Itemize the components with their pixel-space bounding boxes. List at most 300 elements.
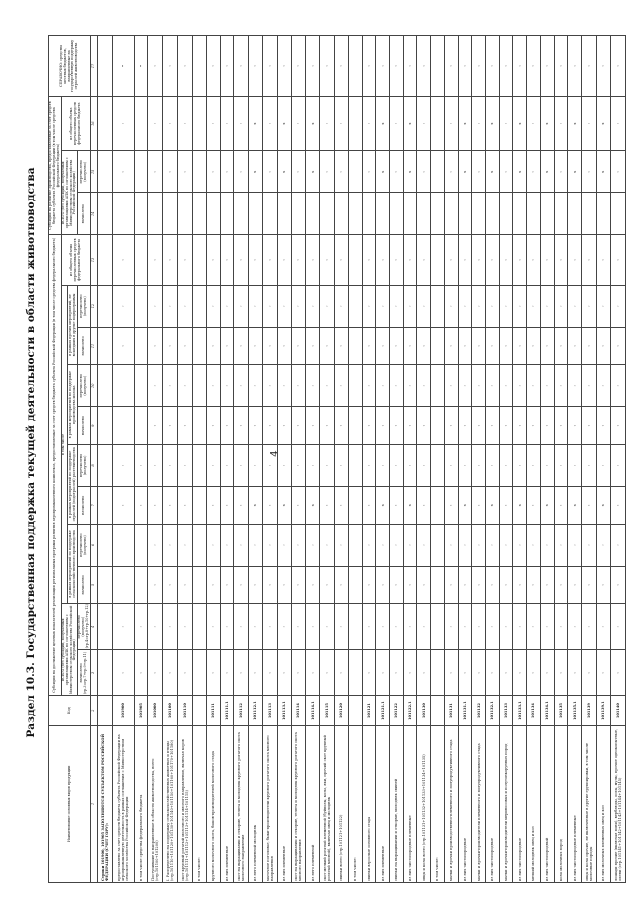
row-cell: ‹ xyxy=(417,650,431,696)
row-cell: ‹ xyxy=(376,407,390,445)
row-cell: ‹ xyxy=(220,566,234,604)
row-cell: › xyxy=(527,365,541,407)
row-code: 101121.1 xyxy=(376,696,390,725)
row-cell: › xyxy=(376,285,390,327)
row-cell: x xyxy=(376,151,390,193)
row-cell: x xyxy=(249,151,263,193)
row-cell xyxy=(98,524,113,566)
row-cell xyxy=(193,193,207,235)
table-row xyxy=(403,36,417,883)
row-cell xyxy=(112,566,134,604)
row-cell: • xyxy=(112,36,134,97)
row-cell xyxy=(554,193,568,235)
row-cell xyxy=(431,566,445,604)
row-cell: ‹ xyxy=(403,650,417,696)
support-table xyxy=(48,35,626,883)
row-cell: › xyxy=(362,365,376,407)
row-cell: › xyxy=(220,96,234,151)
row-name: в том числе: xyxy=(348,725,362,882)
row-cell: › xyxy=(178,365,193,407)
row-cell xyxy=(513,193,527,235)
table-row xyxy=(472,36,486,883)
row-code: 101131.1 xyxy=(458,696,472,725)
row-code: 101111.1 xyxy=(220,696,234,725)
header-total: ВСЕГО (без субсидий, получаемых организациями АПК по соглашениям с Министерством сельского хозяйства Российской Федерации) xyxy=(60,605,77,695)
row-cell: ‹ xyxy=(148,650,163,696)
row-cell: › xyxy=(513,604,527,650)
row-name: предоставлено за счет средств бюджета субъекта Российской Федерации на агропромышленную деятельность в рамках соглашения с Министерством сельского хозяйства Российской Федерации xyxy=(112,725,134,882)
row-cell: • xyxy=(134,36,148,97)
row-cell: ‹ xyxy=(389,36,403,97)
row-cell: › xyxy=(499,96,513,151)
row-cell: › xyxy=(417,444,431,486)
row-cell: ‹ xyxy=(277,235,291,285)
row-name: матки и ярочки производственно-племенного и полупродуктивного стада xyxy=(444,725,458,882)
row-cell: › xyxy=(444,444,458,486)
row-code: 101112.1 xyxy=(249,696,263,725)
row-cell: › xyxy=(249,444,263,486)
row-cell: › xyxy=(220,444,234,486)
row-cell xyxy=(220,193,234,235)
row-cell: ‹ xyxy=(362,327,376,365)
row-cell: › xyxy=(234,524,249,566)
row-name: крупного молочного скота, быков-производителей молочного стада xyxy=(206,725,220,882)
row-code: 101135.1 xyxy=(568,696,582,725)
table-row xyxy=(596,36,610,883)
row-code: 101900 xyxy=(112,696,134,725)
table-row xyxy=(568,36,582,883)
row-cell: › xyxy=(403,285,417,327)
row-code: 101905 xyxy=(134,696,148,725)
row-cell: › xyxy=(148,444,163,486)
row-cell: ‹ xyxy=(306,650,320,696)
row-cell: ‹ xyxy=(178,407,193,445)
row-cell: › xyxy=(335,365,349,407)
row-cell xyxy=(431,444,445,486)
row-cell: ‹ xyxy=(335,566,349,604)
row-cell: › xyxy=(362,96,376,151)
row-cell: ‹ xyxy=(163,486,178,524)
row-cell: ‹ xyxy=(362,235,376,285)
row-cell: ‹ xyxy=(610,650,625,696)
row-cell: ‹ xyxy=(444,486,458,524)
row-cell: ‹ xyxy=(320,650,335,696)
row-cell: › xyxy=(262,285,277,327)
row-cell: ‹ xyxy=(234,566,249,604)
row-cell xyxy=(206,193,220,235)
row-cell: ‹ xyxy=(540,327,554,365)
table-row xyxy=(220,36,234,883)
row-cell: ‹ xyxy=(513,327,527,365)
row-cell: ‹ xyxy=(417,36,431,97)
row-cell: › xyxy=(444,524,458,566)
header-received: перечислено (получено) xyxy=(78,151,91,193)
column-index-11: 11 xyxy=(91,327,98,365)
row-cell: › xyxy=(234,444,249,486)
table-row xyxy=(335,36,349,883)
row-code: 101115 xyxy=(320,696,335,725)
row-cell: › xyxy=(148,524,163,566)
row-cell: › xyxy=(306,524,320,566)
row-cell: › xyxy=(206,285,220,327)
row-cell: › xyxy=(485,365,499,407)
row-cell: ‹ xyxy=(234,486,249,524)
row-cell: › xyxy=(444,365,458,407)
row-code xyxy=(431,696,445,725)
row-cell: ‹ xyxy=(249,235,263,285)
row-cell: x xyxy=(249,486,263,524)
row-cell xyxy=(431,36,445,97)
row-cell: › xyxy=(582,96,597,151)
row-cell: › xyxy=(291,604,306,650)
row-cell: ‹ xyxy=(249,407,263,445)
row-cell xyxy=(320,193,335,235)
row-cell: › xyxy=(306,444,320,486)
row-cell: ‹ xyxy=(320,327,335,365)
row-cell: x xyxy=(306,151,320,193)
row-cell: ‹ xyxy=(335,235,349,285)
row-cell: › xyxy=(220,365,234,407)
row-cell: › xyxy=(320,285,335,327)
row-cell: ‹ xyxy=(540,566,554,604)
row-cell: › xyxy=(178,96,193,151)
row-cell xyxy=(112,524,134,566)
row-cell: › xyxy=(513,444,527,486)
row-cell: › xyxy=(485,444,499,486)
column-index-16: 16 xyxy=(91,96,98,151)
row-cell: x xyxy=(403,151,417,193)
row-name: Строки 101900, 101905 ЗАПОЛНЯЮТСЯ СУБЪЕКТОМ РОССИЙСКОЙ ФЕДЕРАЦИИ (СЧЕТ ГОРУ): xyxy=(98,725,113,882)
row-cell xyxy=(262,193,277,235)
row-cell: ‹ xyxy=(417,235,431,285)
row-cell: › xyxy=(403,444,417,486)
row-name: скот на выращивании и откорме, телята и молодняк крупного рогатого скота мясного направления xyxy=(291,725,306,882)
row-cell: ‹ xyxy=(178,36,193,97)
row-cell: ‹ xyxy=(403,36,417,97)
row-cell xyxy=(582,193,597,235)
row-cell: ‹ xyxy=(234,650,249,696)
row-code: 101000 xyxy=(148,696,163,725)
row-cell: ‹ xyxy=(444,151,458,193)
row-cell: ‹ xyxy=(554,407,568,445)
row-cell: ‹ xyxy=(444,566,458,604)
row-cell xyxy=(98,365,113,407)
row-cell: › xyxy=(596,365,610,407)
row-cell: › xyxy=(206,604,220,650)
row-cell: ‹ xyxy=(540,36,554,97)
row-cell: › xyxy=(178,604,193,650)
row-cell: ‹ xyxy=(262,650,277,696)
row-cell: › xyxy=(262,444,277,486)
row-cell: › xyxy=(527,524,541,566)
table-row xyxy=(362,36,376,883)
row-cell: › xyxy=(389,365,403,407)
row-cell: › xyxy=(362,285,376,327)
row-cell: ‹ xyxy=(277,566,291,604)
row-cell: › xyxy=(148,604,163,650)
header-other-fed: из общего объема перечисленных средств федерального бюджета xyxy=(61,96,90,151)
row-cell: › xyxy=(320,444,335,486)
row-cell: › xyxy=(291,444,306,486)
row-code: 101114 xyxy=(291,696,306,725)
row-cell: ‹ xyxy=(513,235,527,285)
table-row xyxy=(444,36,458,883)
row-cell xyxy=(431,235,445,285)
row-cell: › xyxy=(554,285,568,327)
table-row xyxy=(513,36,527,883)
row-cell xyxy=(134,327,148,365)
row-cell: ‹ xyxy=(178,650,193,696)
row-cell: › xyxy=(320,604,335,650)
row-cell: ‹ xyxy=(362,566,376,604)
row-name: козы молочных пород xyxy=(554,725,568,882)
header-reference: СПРАВОЧНО: средства местных бюджетов, направленные на государственную поддержку отраслей животноводства xyxy=(49,36,91,97)
row-cell: › xyxy=(417,96,431,151)
row-cell: ‹ xyxy=(444,235,458,285)
row-cell xyxy=(527,193,541,235)
row-cell: › xyxy=(417,285,431,327)
row-cell: › xyxy=(134,444,148,486)
row-cell xyxy=(431,96,445,151)
row-cell xyxy=(134,407,148,445)
row-code: 101134 xyxy=(527,696,541,725)
row-cell: › xyxy=(335,524,349,566)
row-cell: x xyxy=(249,96,263,151)
row-code: 101112 xyxy=(234,696,249,725)
row-cell: x xyxy=(513,151,527,193)
row-cell: ‹ xyxy=(389,151,403,193)
row-cell: ‹ xyxy=(472,151,486,193)
row-cell: x xyxy=(485,96,499,151)
row-cell xyxy=(112,365,134,407)
row-cell: › xyxy=(554,444,568,486)
section-title: Раздел 10.3. Государственная поддержка текущей деятельности в области животноводства xyxy=(25,167,37,738)
row-cell: x xyxy=(376,96,390,151)
row-cell: › xyxy=(148,365,163,407)
header-received: перечислено (получено) xyxy=(78,365,91,407)
row-cell xyxy=(540,193,554,235)
row-cell: › xyxy=(320,524,335,566)
table-row xyxy=(540,36,554,883)
row-cell: ‹ xyxy=(249,566,263,604)
row-cell: x xyxy=(376,486,390,524)
row-cell: › xyxy=(249,285,263,327)
row-cell: ‹ xyxy=(148,151,163,193)
row-cell: › xyxy=(291,96,306,151)
row-cell: ‹ xyxy=(610,407,625,445)
row-cell xyxy=(98,566,113,604)
row-cell: ‹ xyxy=(112,650,134,696)
row-cell: ‹ xyxy=(554,486,568,524)
row-cell: ‹ xyxy=(277,650,291,696)
row-cell: x xyxy=(596,151,610,193)
row-cell xyxy=(98,151,113,193)
header-other-group: Субсидии на развитие производства, предоставленные за счет средств бюджета субъекта Российской Федерации (в том числе средства федерального бюджета) xyxy=(49,96,62,234)
row-cell xyxy=(417,193,431,235)
row-name: свиньи взрослые основного стада xyxy=(362,725,376,882)
row-cell: ‹ xyxy=(148,486,163,524)
row-cell xyxy=(348,407,362,445)
row-cell: › xyxy=(596,444,610,486)
row-cell: ‹ xyxy=(178,486,193,524)
row-cell: › xyxy=(610,285,625,327)
row-cell xyxy=(431,151,445,193)
row-cell: › xyxy=(389,96,403,151)
row-cell: › xyxy=(499,285,513,327)
row-cell: ‹ xyxy=(403,407,417,445)
row-cell: ‹ xyxy=(234,36,249,97)
row-cell xyxy=(249,193,263,235)
row-cell: ‹ xyxy=(596,235,610,285)
header-sub1: в рамках мероприятий по поддержке сельскохозяйственного производства xyxy=(67,524,78,604)
row-cell xyxy=(98,235,113,285)
row-cell: x xyxy=(596,96,610,151)
row-cell: x xyxy=(458,96,472,151)
row-cell: x xyxy=(513,96,527,151)
row-cell xyxy=(431,486,445,524)
column-index-8: 8 xyxy=(91,444,98,486)
row-cell: › xyxy=(389,285,403,327)
row-cell: ‹ xyxy=(610,486,625,524)
row-code xyxy=(98,696,113,725)
header-sub3: в рамках мероприятий по поддержке производства молока xyxy=(67,365,78,445)
row-cell xyxy=(348,486,362,524)
row-name: скот на выращивании и откорме, телята и молодняк крупного рогатого скота молочного направления xyxy=(234,725,249,882)
row-cell xyxy=(348,444,362,486)
row-cell: › xyxy=(582,524,597,566)
row-cell: › xyxy=(568,524,582,566)
table-row xyxy=(582,36,597,883)
row-cell xyxy=(163,193,178,235)
column-index-5: 5 xyxy=(91,566,98,604)
row-cell: ‹ xyxy=(220,650,234,696)
row-cell: ‹ xyxy=(499,235,513,285)
header-name: Наименование основных видов продукции xyxy=(49,725,91,882)
row-cell: ‹ xyxy=(499,566,513,604)
row-name: в том числе: xyxy=(431,725,445,882)
row-cell: ‹ xyxy=(472,235,486,285)
row-cell: › xyxy=(444,604,458,650)
row-cell: › xyxy=(206,524,220,566)
row-cell: ‹ xyxy=(262,151,277,193)
row-cell: › xyxy=(458,285,472,327)
row-cell: › xyxy=(249,524,263,566)
row-cell: ‹ xyxy=(513,566,527,604)
row-cell: x xyxy=(485,151,499,193)
row-name: из него племенной молодняк xyxy=(249,725,263,882)
table-row xyxy=(234,36,249,883)
row-cell: ‹ xyxy=(277,407,291,445)
row-cell: › xyxy=(596,604,610,650)
row-cell: › xyxy=(362,604,376,650)
row-cell: ‹ xyxy=(220,407,234,445)
row-cell: ‹ xyxy=(335,36,349,97)
row-cell: x xyxy=(403,486,417,524)
header-from-fed: из общего объема перечисленных средств федерального бюджета xyxy=(61,235,90,285)
column-index-6: 6 xyxy=(91,524,98,566)
row-cell: ‹ xyxy=(320,566,335,604)
row-cell: ‹ xyxy=(596,407,610,445)
row-name: из них племенные xyxy=(277,725,291,882)
row-cell xyxy=(98,604,113,650)
row-cell: ‹ xyxy=(320,36,335,97)
row-cell: x xyxy=(540,96,554,151)
row-cell: ‹ xyxy=(417,151,431,193)
row-cell: › xyxy=(499,365,513,407)
table-row xyxy=(291,36,306,883)
row-cell: ‹ xyxy=(527,650,541,696)
row-cell: › xyxy=(112,604,134,650)
row-cell: ‹ xyxy=(163,235,178,285)
row-cell xyxy=(98,327,113,365)
row-cell xyxy=(134,96,148,151)
row-cell xyxy=(431,193,445,235)
row-cell: ‹ xyxy=(112,327,134,365)
row-cell: ‹ xyxy=(485,650,499,696)
row-cell xyxy=(193,444,207,486)
row-cell: ‹ xyxy=(249,650,263,696)
row-cell: › xyxy=(458,444,472,486)
row-cell: ‹ xyxy=(206,235,220,285)
row-cell: › xyxy=(306,365,320,407)
row-cell: › xyxy=(527,285,541,327)
row-code: 101133 xyxy=(499,696,513,725)
row-cell: › xyxy=(134,604,148,650)
row-code: 101139 xyxy=(582,696,597,725)
row-cell: › xyxy=(540,604,554,650)
row-cell: › xyxy=(540,524,554,566)
header-other-total: ВСЕГО (без субсидий, получаемых организациями АПК по соглашениям с Министерством сельского хозяйства Российской Федерации) xyxy=(61,151,78,235)
row-cell: › xyxy=(596,524,610,566)
row-cell: ‹ xyxy=(178,327,193,365)
row-cell xyxy=(348,650,362,696)
row-cell xyxy=(348,327,362,365)
header-total-received: перечислено (получено) (гр.4=гр.8+гр.10+гр.12) xyxy=(77,604,90,649)
header-main-group: Субсидии на достижение целевых показателей реализации региональных программ развития агропромышленного комплекса, предоставляемые за счет средств бюджета субъекта Российской Федерации (в том числе средства федерального бюджета) xyxy=(49,235,62,696)
row-cell: › xyxy=(262,524,277,566)
row-cell: ‹ xyxy=(582,151,597,193)
row-cell xyxy=(291,193,306,235)
row-cell: › xyxy=(220,524,234,566)
row-cell: ‹ xyxy=(596,327,610,365)
row-cell: › xyxy=(403,604,417,650)
row-cell: › xyxy=(163,524,178,566)
row-cell: › xyxy=(582,604,597,650)
row-cell: ‹ xyxy=(444,650,458,696)
row-cell: › xyxy=(277,524,291,566)
row-cell: x xyxy=(306,486,320,524)
column-index-9: 9 xyxy=(91,407,98,445)
row-cell: ‹ xyxy=(262,407,277,445)
column-index-15: 15 xyxy=(91,151,98,193)
row-cell: ‹ xyxy=(335,486,349,524)
row-cell: ‹ xyxy=(234,327,249,365)
row-cell: › xyxy=(540,444,554,486)
row-cell xyxy=(98,407,113,445)
row-cell: › xyxy=(499,444,513,486)
row-cell: › xyxy=(306,285,320,327)
row-cell: ‹ xyxy=(306,235,320,285)
row-cell: › xyxy=(178,444,193,486)
row-cell xyxy=(193,235,207,285)
row-cell: › xyxy=(472,524,486,566)
table-row xyxy=(458,36,472,883)
row-cell: ‹ xyxy=(277,327,291,365)
row-cell: › xyxy=(206,444,220,486)
row-cell: ‹ xyxy=(527,36,541,97)
row-cell: ‹ xyxy=(112,486,134,524)
row-cell: ‹ xyxy=(554,36,568,97)
